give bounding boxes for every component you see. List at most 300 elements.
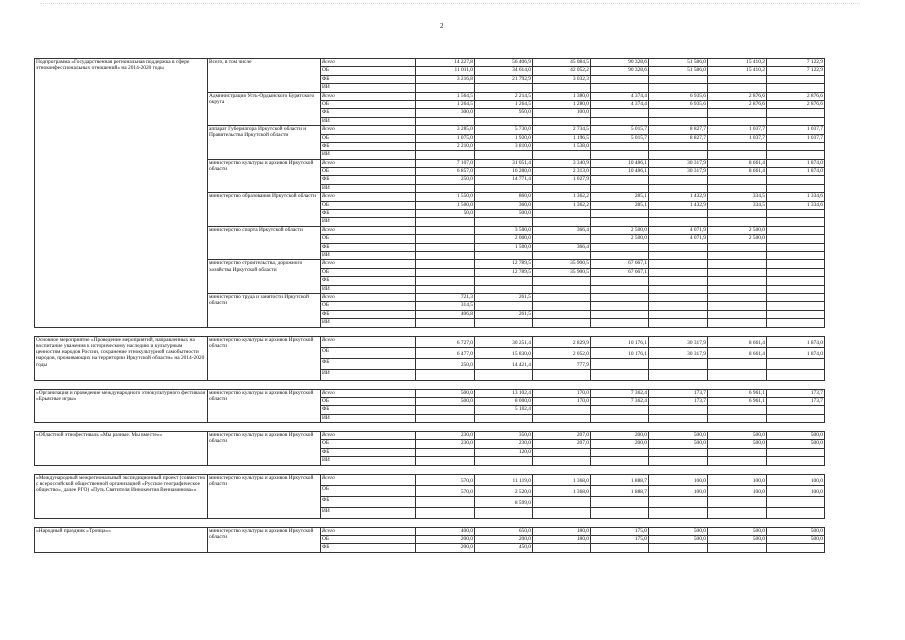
amount-cell: 1 027,9 <box>533 176 591 184</box>
amount-cell <box>591 151 649 159</box>
amount-cell <box>649 251 708 259</box>
amount-cell: 1 874,0 <box>767 159 825 167</box>
amount-cell <box>767 75 825 83</box>
funding-source: ОБ <box>321 168 416 176</box>
amount-cell: 8 661,4 <box>708 168 767 176</box>
funding-source: ИИ <box>321 84 416 92</box>
amount-cell: 950,0 <box>475 109 533 117</box>
table-row <box>35 432 825 440</box>
amount-cell: 500,0 <box>649 527 708 535</box>
amount-cell <box>767 117 825 125</box>
amount-cell: 285,1 <box>591 193 649 201</box>
amount-cell <box>649 319 708 327</box>
amount-cell <box>475 277 533 285</box>
funding-source: ОБ <box>321 134 416 142</box>
amount-cell <box>708 544 767 552</box>
amount-cell <box>475 285 533 293</box>
amount-cell <box>708 310 767 318</box>
funding-source: ФБ <box>321 544 416 552</box>
amount-cell <box>533 210 591 218</box>
amount-cell: 15 410,2 <box>708 59 767 67</box>
amount-cell <box>708 448 767 456</box>
amount-cell: 334,5 <box>708 193 767 201</box>
amount-cell <box>708 457 767 465</box>
funding-source: ИИ <box>321 151 416 159</box>
amount-cell: 30 317,9 <box>649 159 708 167</box>
block-spacer-cell <box>35 327 825 336</box>
amount-cell <box>416 235 475 243</box>
table-row <box>35 474 825 485</box>
amount-cell <box>649 496 708 507</box>
amount-cell: 8 827,7 <box>649 134 708 142</box>
amount-cell: 15 410,2 <box>708 67 767 75</box>
amount-cell: 334,5 <box>708 201 767 209</box>
funding-source: Всего <box>321 389 416 397</box>
amount-cell: 500,0 <box>708 440 767 448</box>
amount-cell <box>767 319 825 327</box>
budget-table <box>34 58 825 553</box>
amount-cell <box>533 151 591 159</box>
funding-source: ИИ <box>321 184 416 192</box>
amount-cell <box>416 84 475 92</box>
amount-cell <box>591 507 649 518</box>
amount-cell: 500,0 <box>649 440 708 448</box>
amount-cell <box>649 544 708 552</box>
amount-cell <box>416 151 475 159</box>
amount-cell <box>649 75 708 83</box>
amount-cell: 860,0 <box>475 193 533 201</box>
amount-cell: 34 614,0 <box>475 67 533 75</box>
amount-cell: 30 317,9 <box>649 336 708 347</box>
amount-cell: 7 122,9 <box>767 67 825 75</box>
amount-cell: 11 119,0 <box>475 474 533 485</box>
amount-cell: 100,0 <box>649 474 708 485</box>
amount-cell: 6 477,0 <box>416 347 475 358</box>
amount-cell <box>475 369 533 380</box>
funding-source: ИИ <box>321 414 416 422</box>
block-spacer <box>35 380 825 389</box>
block-spacer <box>35 518 825 527</box>
amount-cell <box>708 277 767 285</box>
amount-cell <box>649 285 708 293</box>
amount-cell <box>416 184 475 192</box>
amount-cell <box>591 84 649 92</box>
amount-cell <box>416 448 475 456</box>
amount-cell: 2 876,6 <box>767 100 825 108</box>
amount-cell <box>591 277 649 285</box>
activity-name: «Международный межрегиональный экспедиционный проект (совместно с всероссийской общественной организацией «Русское географическое общество», далее РГО) «Путь Святителя Иннокентия Вениаминова»» <box>35 474 208 518</box>
amount-cell <box>708 243 767 251</box>
amount-cell: 3 032,3 <box>533 75 591 83</box>
amount-cell: 2 876,6 <box>708 92 767 100</box>
amount-cell: 1 334,6 <box>767 193 825 201</box>
amount-cell: 500,0 <box>708 432 767 440</box>
amount-cell <box>708 496 767 507</box>
amount-cell <box>708 218 767 226</box>
amount-cell: 3 340,9 <box>533 159 591 167</box>
page-number: 2 <box>440 22 444 30</box>
amount-cell <box>416 226 475 234</box>
amount-cell: 67 667,1 <box>591 268 649 276</box>
amount-cell: 300,0 <box>416 109 475 117</box>
amount-cell: 350,0 <box>475 432 533 440</box>
amount-cell: 500,0 <box>649 432 708 440</box>
amount-cell: 100,0 <box>767 474 825 485</box>
activity-name: «Организация и проведение международного этнокультурного фестиваля «Ерьясные игры» <box>35 389 208 423</box>
amount-cell: 1 368,0 <box>533 485 591 496</box>
amount-cell: 21 792,9 <box>475 75 533 83</box>
amount-cell: 1 874,0 <box>767 347 825 358</box>
amount-cell: 14 771,4 <box>475 176 533 184</box>
amount-cell <box>475 302 533 310</box>
amount-cell: 230,0 <box>475 440 533 448</box>
amount-cell: 175,0 <box>591 536 649 544</box>
amount-cell <box>708 319 767 327</box>
amount-cell <box>533 251 591 259</box>
funding-source: ОБ <box>321 268 416 276</box>
amount-cell: 35 900,5 <box>533 268 591 276</box>
amount-cell: 7 362,4 <box>591 389 649 397</box>
amount-cell: 14 421,4 <box>475 358 533 369</box>
executor-name: министерство культуры и архивов Иркутской области <box>208 159 321 193</box>
amount-cell <box>767 277 825 285</box>
amount-cell: 200,0 <box>416 544 475 552</box>
amount-cell <box>533 319 591 327</box>
funding-source: ФБ <box>321 406 416 414</box>
amount-cell: 14 227,8 <box>416 59 475 67</box>
amount-cell: 16 280,0 <box>475 168 533 176</box>
amount-cell <box>475 184 533 192</box>
amount-cell: 1 874,0 <box>767 168 825 176</box>
amount-cell <box>416 457 475 465</box>
amount-cell: 11 011,0 <box>416 67 475 75</box>
executor-name: Администрация Усть-Ордынского Бурятского округа <box>208 92 321 126</box>
amount-cell: 4 071,9 <box>649 235 708 243</box>
amount-cell <box>591 184 649 192</box>
amount-cell <box>475 319 533 327</box>
amount-cell <box>649 277 708 285</box>
amount-cell <box>649 369 708 380</box>
amount-cell: 1 368,0 <box>533 474 591 485</box>
amount-cell <box>649 358 708 369</box>
amount-cell: 170,0 <box>533 397 591 405</box>
block-spacer <box>35 465 825 474</box>
funding-source: Всего <box>321 193 416 201</box>
amount-cell <box>591 544 649 552</box>
amount-cell: 13 102,4 <box>475 389 533 397</box>
amount-cell: 8 661,4 <box>708 347 767 358</box>
amount-cell: 1 264,5 <box>475 100 533 108</box>
amount-cell <box>649 414 708 422</box>
amount-cell <box>649 406 708 414</box>
amount-cell: 100,0 <box>708 485 767 496</box>
amount-cell: 2 214,5 <box>475 92 533 100</box>
amount-cell: 6 935,6 <box>649 92 708 100</box>
amount-cell <box>475 251 533 259</box>
amount-cell <box>591 176 649 184</box>
amount-cell: 1 888,7 <box>591 474 649 485</box>
amount-cell: 10 486,1 <box>591 168 649 176</box>
amount-cell <box>708 293 767 301</box>
amount-cell <box>533 448 591 456</box>
amount-cell: 8 599,0 <box>475 496 533 507</box>
amount-cell: 173,7 <box>649 389 708 397</box>
amount-cell <box>533 117 591 125</box>
amount-cell <box>416 243 475 251</box>
funding-source: Всего <box>321 92 416 100</box>
amount-cell <box>591 117 649 125</box>
amount-cell: 6 727,0 <box>416 336 475 347</box>
amount-cell <box>649 268 708 276</box>
amount-cell <box>767 235 825 243</box>
funding-source: ИИ <box>321 319 416 327</box>
amount-cell: 4 071,9 <box>649 226 708 234</box>
activity-name: Подпрограмма «Государственная региональная поддержка в сфере этноконфессиональных отношений» на 2014-2020 годы <box>35 59 208 328</box>
amount-cell: 31 051,4 <box>475 159 533 167</box>
amount-cell: 2 876,6 <box>708 100 767 108</box>
amount-cell <box>767 358 825 369</box>
amount-cell: 2 734,5 <box>533 126 591 134</box>
amount-cell <box>416 218 475 226</box>
amount-cell: 200,0 <box>475 536 533 544</box>
amount-cell <box>708 75 767 83</box>
amount-cell <box>591 448 649 456</box>
amount-cell: 2 052,0 <box>533 347 591 358</box>
amount-cell <box>591 251 649 259</box>
amount-cell <box>533 544 591 552</box>
amount-cell <box>708 176 767 184</box>
amount-cell <box>767 243 825 251</box>
table-row <box>35 389 825 397</box>
amount-cell: 100,0 <box>649 485 708 496</box>
amount-cell: 500,0 <box>767 432 825 440</box>
amount-cell: 7 362,4 <box>591 397 649 405</box>
amount-cell: 1 037,7 <box>708 126 767 134</box>
funding-source: ИИ <box>321 285 416 293</box>
amount-cell <box>708 184 767 192</box>
amount-cell: 406,8 <box>416 310 475 318</box>
amount-cell <box>591 414 649 422</box>
amount-cell <box>591 142 649 150</box>
amount-cell: 500,0 <box>475 210 533 218</box>
amount-cell <box>591 457 649 465</box>
amount-cell: 207,0 <box>533 440 591 448</box>
amount-cell: 51 586,0 <box>649 67 708 75</box>
amount-cell: 10 486,1 <box>591 159 649 167</box>
funding-source: Всего <box>321 432 416 440</box>
amount-cell: 51 586,0 <box>649 59 708 67</box>
amount-cell <box>475 414 533 422</box>
amount-cell: 1 196,5 <box>533 134 591 142</box>
amount-cell: 314,5 <box>416 302 475 310</box>
amount-cell <box>591 358 649 369</box>
amount-cell <box>767 448 825 456</box>
amount-cell: 1 362,2 <box>533 201 591 209</box>
amount-cell: 500,0 <box>416 397 475 405</box>
funding-source: ФБ <box>321 176 416 184</box>
amount-cell <box>533 84 591 92</box>
amount-cell: 2 313,0 <box>533 168 591 176</box>
amount-cell: 1 432,9 <box>649 201 708 209</box>
amount-cell: 2 829,9 <box>533 336 591 347</box>
amount-cell: 8 827,7 <box>649 126 708 134</box>
amount-cell <box>649 151 708 159</box>
amount-cell: 1 362,2 <box>533 193 591 201</box>
amount-cell <box>533 414 591 422</box>
executor-name: министерство спорта Иркутской области <box>208 226 321 260</box>
amount-cell: 6 935,6 <box>649 100 708 108</box>
block-spacer-cell <box>35 423 825 432</box>
amount-cell: 777,9 <box>533 358 591 369</box>
funding-source: ОБ <box>321 67 416 75</box>
amount-cell: 7 122,9 <box>767 59 825 67</box>
amount-cell: 1 075,0 <box>416 134 475 142</box>
amount-cell: 500,0 <box>708 527 767 535</box>
activity-name: «Народный праздник «Троица»» <box>35 527 208 552</box>
amount-cell <box>475 507 533 518</box>
amount-cell: 100,0 <box>708 474 767 485</box>
funding-source: ФБ <box>321 210 416 218</box>
amount-cell <box>475 457 533 465</box>
amount-cell: 12 789,5 <box>475 260 533 268</box>
amount-cell: 1 380,0 <box>533 92 591 100</box>
amount-cell: 1 432,9 <box>649 193 708 201</box>
amount-cell: 15 830,0 <box>475 347 533 358</box>
amount-cell <box>416 260 475 268</box>
amount-cell <box>475 117 533 125</box>
amount-cell <box>767 268 825 276</box>
amount-cell <box>767 151 825 159</box>
amount-cell: 570,0 <box>416 485 475 496</box>
block-spacer <box>35 423 825 432</box>
scan-artifact-line <box>40 3 860 7</box>
table-row <box>35 59 825 67</box>
amount-cell <box>475 151 533 159</box>
amount-cell <box>708 358 767 369</box>
amount-cell <box>416 496 475 507</box>
amount-cell: 200,0 <box>591 440 649 448</box>
executor-name: аппарат Губернатора Иркутской области и Правительства Иркутской области <box>208 126 321 160</box>
amount-cell <box>533 218 591 226</box>
amount-cell: 230,0 <box>416 440 475 448</box>
amount-cell: 2 520,0 <box>475 485 533 496</box>
amount-cell <box>591 496 649 507</box>
amount-cell <box>533 457 591 465</box>
amount-cell <box>767 293 825 301</box>
amount-cell <box>591 369 649 380</box>
funding-source: ИИ <box>321 369 416 380</box>
funding-source: ФБ <box>321 277 416 285</box>
amount-cell <box>767 218 825 226</box>
executor-name: министерство строительства, дорожного хозяйства Иркутской области <box>208 260 321 294</box>
amount-cell: 173,7 <box>767 397 825 405</box>
funding-source: ОБ <box>321 201 416 209</box>
amount-cell <box>708 251 767 259</box>
funding-source: Всего <box>321 336 416 347</box>
amount-cell: 100,0 <box>767 485 825 496</box>
amount-cell <box>533 285 591 293</box>
amount-cell <box>767 109 825 117</box>
block-spacer <box>35 327 825 336</box>
amount-cell <box>649 457 708 465</box>
amount-cell <box>416 507 475 518</box>
amount-cell: 1 538,0 <box>533 142 591 150</box>
amount-cell <box>767 226 825 234</box>
executor-name: министерство культуры и архивов Иркутской области <box>208 389 321 423</box>
amount-cell: 6 961,1 <box>708 389 767 397</box>
amount-cell: 2 500,0 <box>591 226 649 234</box>
amount-cell <box>649 507 708 518</box>
table-row <box>35 336 825 347</box>
amount-cell: 180,0 <box>533 527 591 535</box>
funding-source: ОБ <box>321 235 416 243</box>
amount-cell: 360,0 <box>475 201 533 209</box>
amount-cell: 1 334,6 <box>767 201 825 209</box>
amount-cell <box>591 109 649 117</box>
amount-cell <box>533 496 591 507</box>
amount-cell <box>416 277 475 285</box>
amount-cell: 45 084,5 <box>533 59 591 67</box>
amount-cell: 1 500,0 <box>416 201 475 209</box>
amount-cell: 500,0 <box>708 536 767 544</box>
amount-cell <box>708 142 767 150</box>
amount-cell: 30 251,4 <box>475 336 533 347</box>
amount-cell <box>533 310 591 318</box>
amount-cell <box>591 285 649 293</box>
block-spacer-cell <box>35 380 825 389</box>
amount-cell: 5 015,7 <box>591 126 649 134</box>
amount-cell: 67 667,1 <box>591 260 649 268</box>
funding-source: ИИ <box>321 457 416 465</box>
amount-cell <box>416 268 475 276</box>
executor-name: министерство труда и занятости Иркутской области <box>208 293 321 327</box>
amount-cell: 10 176,1 <box>591 347 649 358</box>
amount-cell: 100,0 <box>533 109 591 117</box>
amount-cell: 120,0 <box>475 448 533 456</box>
amount-cell <box>649 243 708 251</box>
activity-name: «Областной этнофестиваль «Мы разные. Мы вместе»» <box>35 432 208 466</box>
amount-cell: 450,0 <box>475 544 533 552</box>
amount-cell <box>591 243 649 251</box>
amount-cell <box>767 84 825 92</box>
funding-source: ОБ <box>321 485 416 496</box>
amount-cell: 90 328,6 <box>591 59 649 67</box>
amount-cell <box>767 406 825 414</box>
amount-cell: 1 037,7 <box>708 134 767 142</box>
amount-cell <box>533 369 591 380</box>
amount-cell: 5 730,0 <box>475 126 533 134</box>
amount-cell <box>649 109 708 117</box>
amount-cell <box>649 184 708 192</box>
amount-cell: 12 789,5 <box>475 268 533 276</box>
amount-cell: 500,0 <box>416 389 475 397</box>
funding-source: ФБ <box>321 75 416 83</box>
amount-cell <box>533 293 591 301</box>
amount-cell <box>767 496 825 507</box>
amount-cell <box>649 176 708 184</box>
amount-cell: 3 285,0 <box>416 126 475 134</box>
amount-cell: 1 564,5 <box>416 92 475 100</box>
amount-cell: 170,0 <box>533 389 591 397</box>
amount-cell: 650,0 <box>475 527 533 535</box>
funding-source: ОБ <box>321 397 416 405</box>
table-row <box>35 527 825 535</box>
amount-cell <box>533 277 591 285</box>
funding-source: ФБ <box>321 109 416 117</box>
amount-cell <box>767 310 825 318</box>
amount-cell <box>649 218 708 226</box>
funding-source: ИИ <box>321 218 416 226</box>
